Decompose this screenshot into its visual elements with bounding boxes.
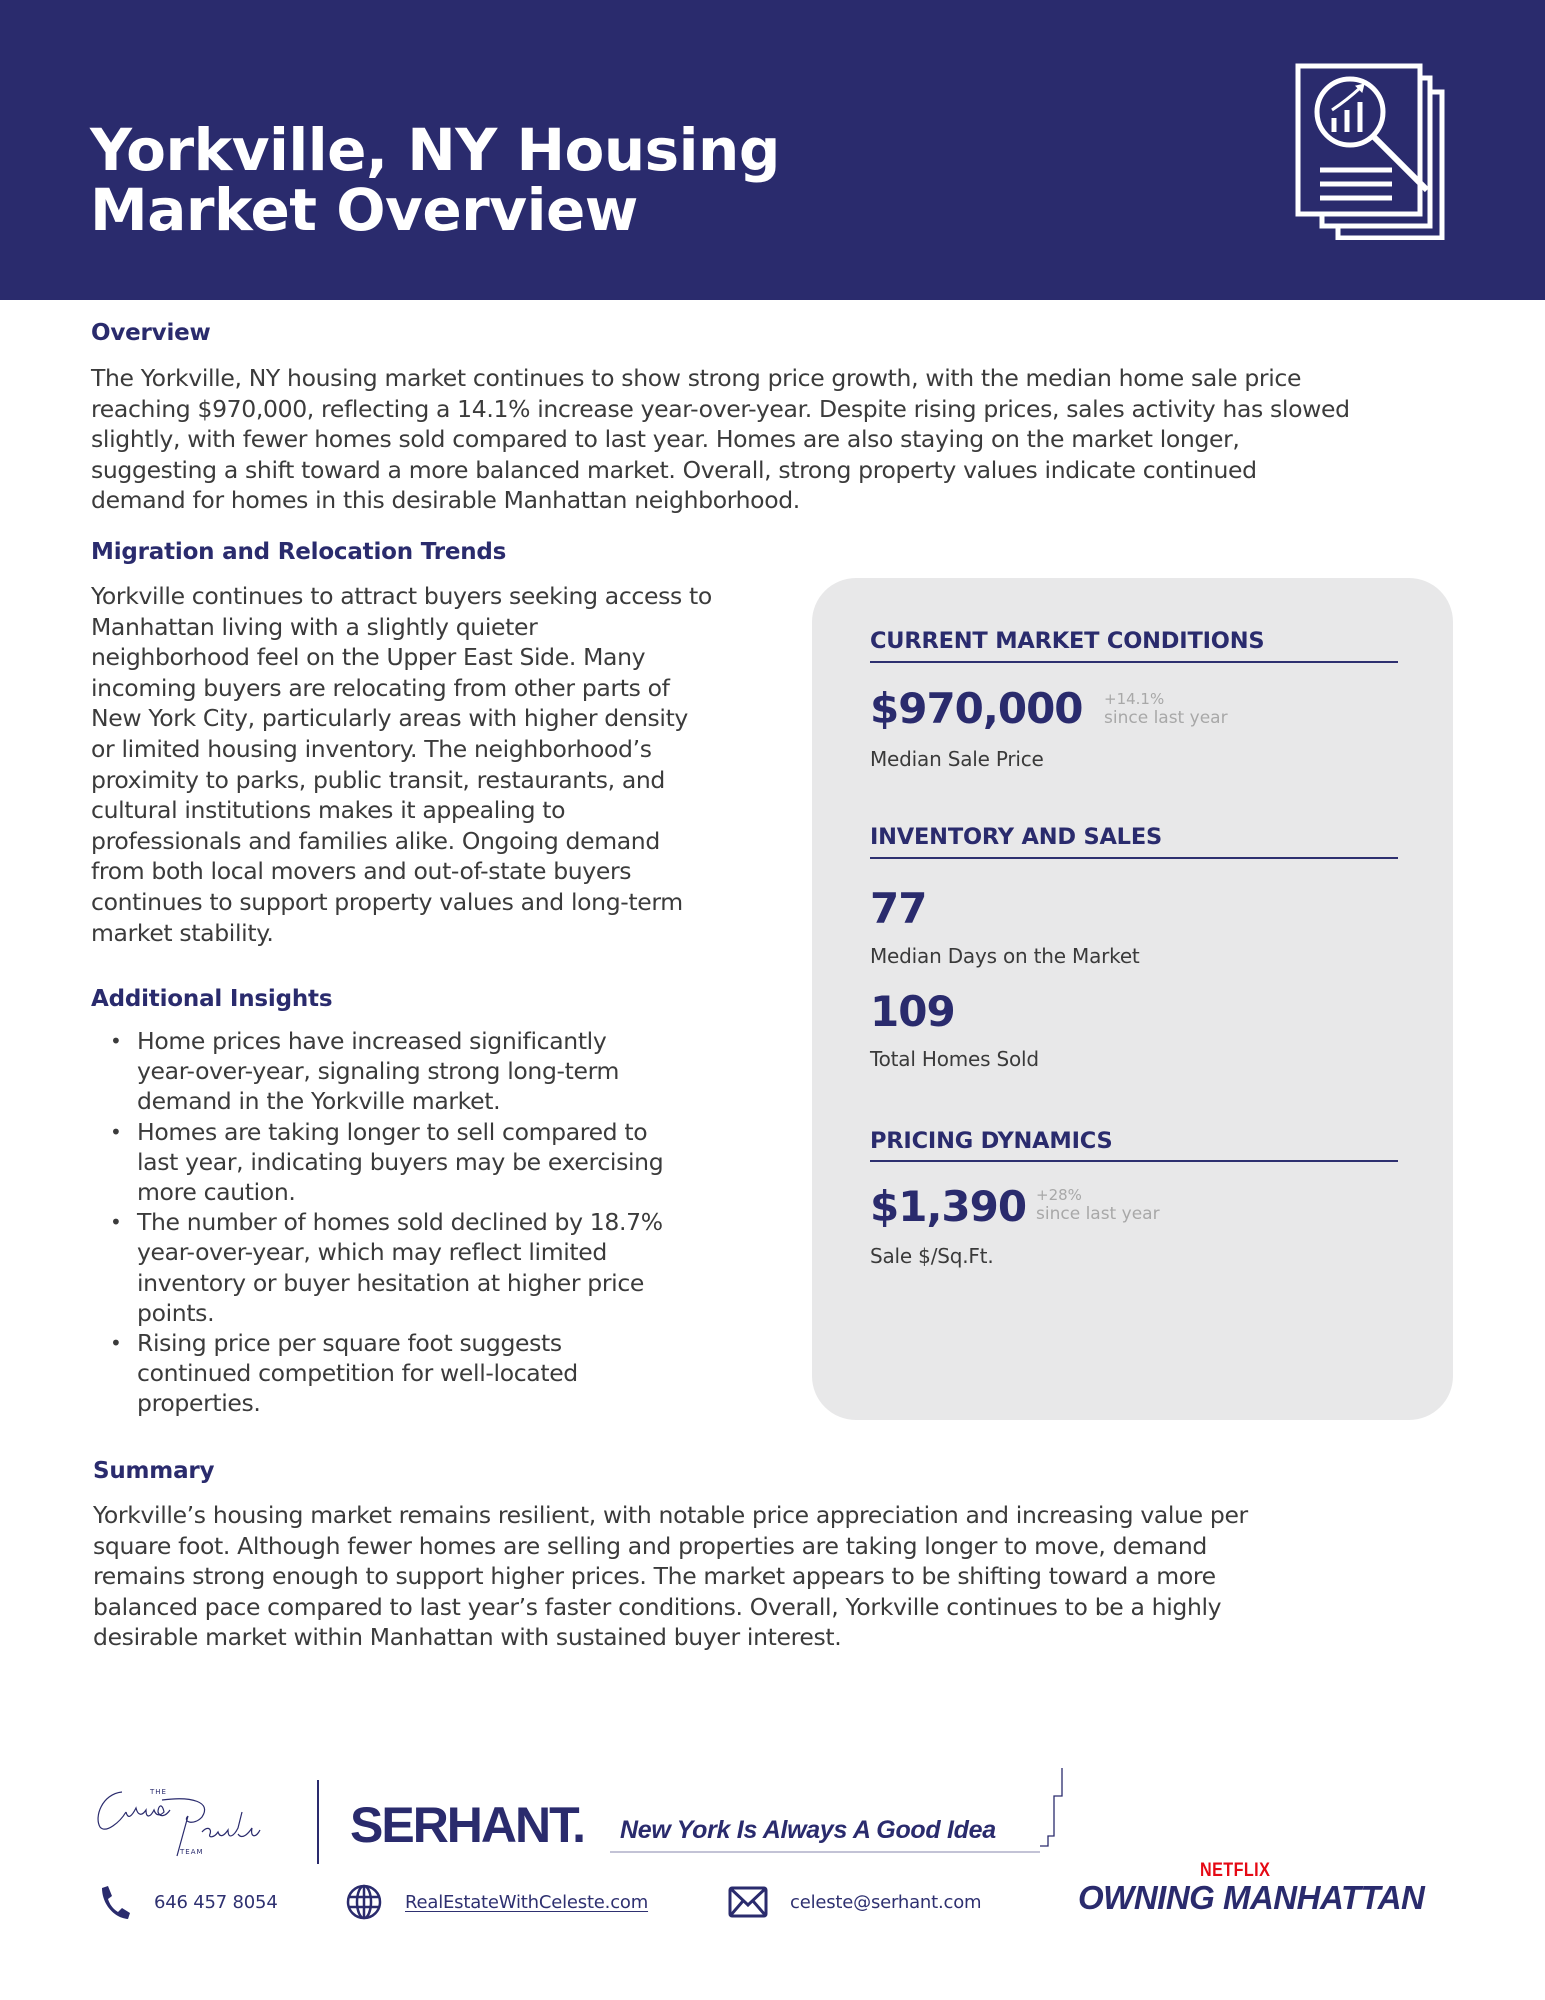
- bullet-icon: •: [110, 1210, 122, 1235]
- phone-number[interactable]: 646 457 8054: [154, 1891, 278, 1913]
- summary-line: square foot. Although fewer homes are selling and properties are taking longer to move, demand: [93, 1531, 1207, 1560]
- migration-line: cultural institutions makes it appealing to: [91, 796, 566, 825]
- migration-paragraph: [91, 581, 712, 948]
- insight-line: Rising price per square foot suggests: [137, 1329, 562, 1358]
- homes-sold-label: Total Homes Sold: [870, 1047, 1039, 1071]
- migration-line: Yorkville continues to attract buyers seeking access to: [91, 582, 712, 610]
- summary-line: desirable market within Manhattan with sustained buyer interest.: [93, 1623, 842, 1652]
- page-title-line-1: Yorkville, NY Housing: [90, 116, 780, 184]
- tagline: New York Is Always A Good Idea: [620, 1816, 996, 1844]
- summary-heading: Summary: [93, 1458, 215, 1484]
- summary-line: remains strong enough to support higher prices. The market appears to be shifting toward a more: [93, 1562, 1216, 1591]
- contact-email[interactable]: [728, 1882, 981, 1922]
- owning-manhattan-logo: OWNING MANHATTAN: [1078, 1879, 1425, 1916]
- insight-line: last year, indicating buyers may be exercising: [137, 1147, 664, 1176]
- homes-sold-value: 109: [870, 987, 955, 1036]
- insight-line: continued competition for well-located: [137, 1359, 578, 1388]
- inventory-title: INVENTORY AND SALES: [870, 824, 1162, 850]
- summary-paragraph: [93, 1500, 1248, 1653]
- median-sale-price-value: $970,000: [870, 684, 1083, 733]
- report-magnifier-chart-icon: [1292, 60, 1458, 240]
- insight-line: more caution.: [137, 1178, 296, 1207]
- netflix-logo: NETFLIX: [1200, 1860, 1271, 1881]
- migration-line: neighborhood feel on the Upper East Side. Many: [91, 643, 646, 672]
- overview-paragraph: [91, 363, 1350, 516]
- tagline-underline: [610, 1851, 1040, 1853]
- footer-divider: [317, 1780, 319, 1864]
- migration-line: or limited housing inventory. The neighborhood’s: [91, 734, 652, 763]
- overview-line: The Yorkville, NY housing market continues to show strong price growth, with the median home sale price: [91, 364, 1302, 392]
- delta-percent: +14.1%: [1104, 690, 1165, 708]
- delta-text: since last year: [1104, 708, 1228, 728]
- insight-line: points.: [137, 1298, 215, 1327]
- bullet-icon: •: [110, 1119, 122, 1144]
- insight-item: [108, 1207, 663, 1328]
- insights-heading: Additional Insights: [91, 986, 333, 1012]
- migration-line: from both local movers and out-of-state buyers: [91, 857, 632, 886]
- migration-line: proximity to parks, public transit, restaurants, and: [91, 765, 665, 794]
- overview-line: suggesting a shift toward a more balanced market. Overall, strong property values indicate continued: [91, 455, 1257, 484]
- envelope-icon: [728, 1885, 768, 1919]
- migration-line: continues to support property values and long-term: [91, 887, 683, 916]
- insight-line: inventory or buyer hesitation at higher price: [137, 1268, 644, 1297]
- contact-website[interactable]: [345, 1882, 648, 1922]
- price-per-sqft-delta: [1036, 1186, 1160, 1224]
- insight-line: year-over-year, which may reflect limited: [137, 1238, 607, 1267]
- insight-line: demand in the Yorkville market.: [137, 1087, 501, 1116]
- overview-heading: Overview: [91, 320, 211, 346]
- logo-top-text: THE: [150, 1788, 167, 1796]
- price-per-sqft-label: Sale $/Sq.Ft.: [870, 1244, 994, 1268]
- serhant-brand-logo: SERHANT.: [350, 1797, 585, 1853]
- median-sale-price-label: Median Sale Price: [870, 747, 1044, 771]
- celeste-pandhi-team-logo: [92, 1782, 287, 1862]
- price-per-sqft-value: $1,390: [870, 1182, 1027, 1231]
- overview-line: slightly, with fewer homes sold compared to last year. Homes are also staying on the market longer,: [91, 425, 1240, 454]
- insight-line: Homes are taking longer to sell compared to: [137, 1117, 648, 1146]
- summary-line: balanced pace compared to last year’s faster conditions. Overall, Yorkville continues to be a highly: [93, 1592, 1222, 1621]
- insight-item: [108, 1328, 663, 1419]
- market-stats-card: [812, 578, 1453, 1420]
- current-market-title: CURRENT MARKET CONDITIONS: [870, 628, 1265, 654]
- delta-percent: +28%: [1036, 1186, 1082, 1204]
- header-banner: [0, 0, 1545, 300]
- section-divider: [870, 1160, 1398, 1162]
- section-divider: [870, 857, 1398, 859]
- globe-icon: [345, 1883, 383, 1921]
- insight-item: [108, 1117, 663, 1208]
- phone-icon: [96, 1884, 132, 1920]
- logo-bottom-text: TEAM: [180, 1848, 204, 1856]
- migration-line: market stability.: [91, 918, 274, 947]
- migration-line: incoming buyers are relocating from other parts of: [91, 673, 670, 702]
- overview-line: demand for homes in this desirable Manhattan neighborhood.: [91, 486, 800, 515]
- insight-line: year-over-year, signaling strong long-term: [137, 1057, 620, 1086]
- section-divider: [870, 661, 1398, 663]
- insights-list: [108, 1026, 663, 1419]
- migration-line: New York City, particularly areas with higher density: [91, 704, 688, 733]
- bullet-icon: •: [110, 1331, 122, 1356]
- page-title-line-2: Market Overview: [90, 176, 638, 244]
- migration-heading: Migration and Relocation Trends: [91, 539, 507, 565]
- median-days-label: Median Days on the Market: [870, 944, 1140, 968]
- insight-item: [108, 1026, 663, 1117]
- nyc-skyline-icon: [1040, 1700, 1460, 1860]
- pricing-title: PRICING DYNAMICS: [870, 1128, 1113, 1154]
- insight-line: The number of homes sold declined by 18.7%: [137, 1208, 663, 1237]
- median-days-value: 77: [870, 884, 927, 933]
- summary-line: Yorkville’s housing market remains resilient, with notable price appreciation and increasing value per: [93, 1501, 1248, 1529]
- contact-phone[interactable]: [96, 1882, 278, 1922]
- median-price-delta: [1104, 690, 1228, 728]
- migration-line: Manhattan living with a slightly quieter: [91, 612, 538, 641]
- bullet-icon: •: [110, 1029, 122, 1053]
- website-link[interactable]: RealEstateWithCeleste.com: [405, 1891, 649, 1913]
- insight-line: Home prices have increased significantly: [137, 1027, 607, 1055]
- overview-line: reaching $970,000, reflecting a 14.1% increase year-over-year. Despite rising prices, sales activity has slowed: [91, 394, 1350, 423]
- migration-line: professionals and families alike. Ongoing demand: [91, 826, 660, 855]
- delta-text: since last year: [1036, 1204, 1160, 1224]
- insight-line: properties.: [137, 1389, 261, 1418]
- page-title: [90, 116, 780, 244]
- email-address[interactable]: celeste@serhant.com: [790, 1891, 982, 1913]
